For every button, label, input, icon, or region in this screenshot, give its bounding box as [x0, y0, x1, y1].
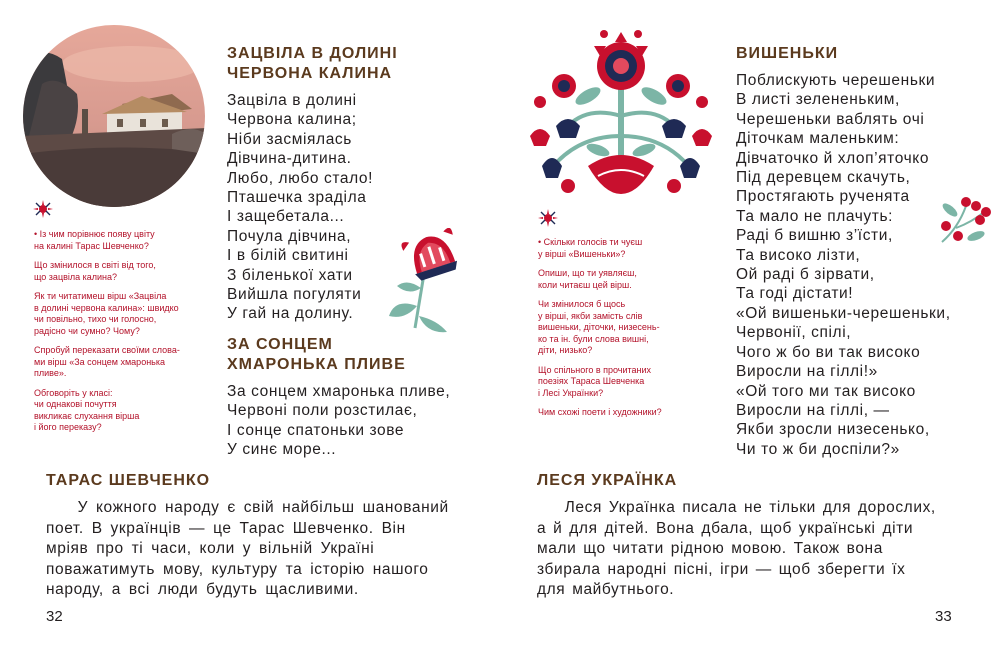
page-number: 33: [935, 608, 952, 625]
flower-sprig-icon: [385, 228, 465, 334]
page-number: 32: [46, 608, 63, 625]
poem-title: ЗА СОНЦЕМ ХМАРОНЬКА ПЛИВЕ: [227, 336, 406, 373]
questions-left: [34, 229, 204, 442]
small-flower-bullet-icon: [536, 208, 560, 228]
question-item: Спробуй переказати своїми слова- ми вірш «За сонцем хмаронька пливе».: [34, 345, 180, 378]
landscape-painting-icon: [22, 24, 206, 208]
small-flower-bullet-icon: [31, 199, 55, 219]
question-item: Чи змінилося б щось у вірші, якби замість слів вишеньки, діточки, низесень- ко та ін. були слова вишні, діти, низько?: [538, 299, 660, 355]
question-item: • Скільки голосів ти чуєш у вірші «Вишеньки»?: [538, 237, 643, 259]
author-heading: ТАРАС ШЕВЧЕНКО: [46, 472, 211, 489]
author-text: У кожного народу є свій найбільш шанований поет. В українців — це Тарас Шевченко. Він мріяв про ті часи, коли у вільній Україні поважатимуть мову, культуру та історію нашого народу, а всі люди будуть щасливими.: [46, 499, 449, 598]
question-item: Чим схожі поети і художники?: [538, 407, 662, 417]
author-text: Леся Українка писала не тільки для дорослих, а й для дітей. Вона дбала, щоб українські діти мали що читати рідною мовою. Також вона збирала народні пісні, ігри — щоб зберегти їх для майбутнього.: [537, 499, 936, 598]
question-item: • Із чим порівнює появу цвіту на калині Тарас Шевченко?: [34, 229, 155, 251]
question-item: Опиши, що ти уявляєш, коли читаєш цей вірш.: [538, 268, 637, 290]
question-item: Як ти читатимеш вірш «Зацвіла в долині червона калина»: швидко чи повільно, тихо чи голосно, радісно чи сумно? Чому?: [34, 291, 179, 336]
poem-text: Поблискують черешеньки В листі зелененьким, Черешеньки ваблять очі Діточкам маленьким: Дівчаточко й хлоп’яточко Під деревцем скачуть, Простягають рученята Та мало не плачуть: Раді б вишню з’їсти, Та високо лізти, Ой раді б зірвати, Та годі дістати! «Ой вишеньки-черешеньки, Червонії, спілі, Чого ж бо ви так високо Виросли на гіллі!» «Ой того ми так високо Виросли на гіллі, — Якби зросли низесенько, Чи то ж би доспіли?»: [736, 72, 951, 458]
question-item: Що спільного в прочитаних поезіях Тараса Шевченка і Лесі Українки?: [538, 364, 652, 398]
question-item: Обговоріть у класі: чи однакові почуття викликає слухання вірша і його переказу?: [34, 387, 140, 432]
poem-text: За сонцем хмаронька пливе, Червоні поли розстилає, І сонце спатоньки зове У синє море...: [227, 383, 451, 459]
author-heading: ЛЕСЯ УКРАЇНКА: [537, 472, 678, 489]
poem-title: ВИШЕНЬКИ: [736, 45, 839, 62]
questions-right: [538, 237, 708, 427]
berries-branch-icon: [936, 192, 994, 248]
folk-flower-ornament-icon: [528, 26, 714, 198]
poem-text: Зацвіла в долині Червона калина; Ніби засміялась Дівчина-дитина. Любо, любо стало! Пташечка зраділа І защебетала... Почула дівчина, І в білій свитині З біленької хати Вийшла погуляти У гай на долину.: [227, 92, 374, 323]
poem-title: ЗАЦВІЛА В ДОЛИНІ ЧЕРВОНА КАЛИНА: [227, 45, 398, 82]
question-item: Що змінилося в світі від того, що зацвіла калина?: [34, 260, 156, 282]
